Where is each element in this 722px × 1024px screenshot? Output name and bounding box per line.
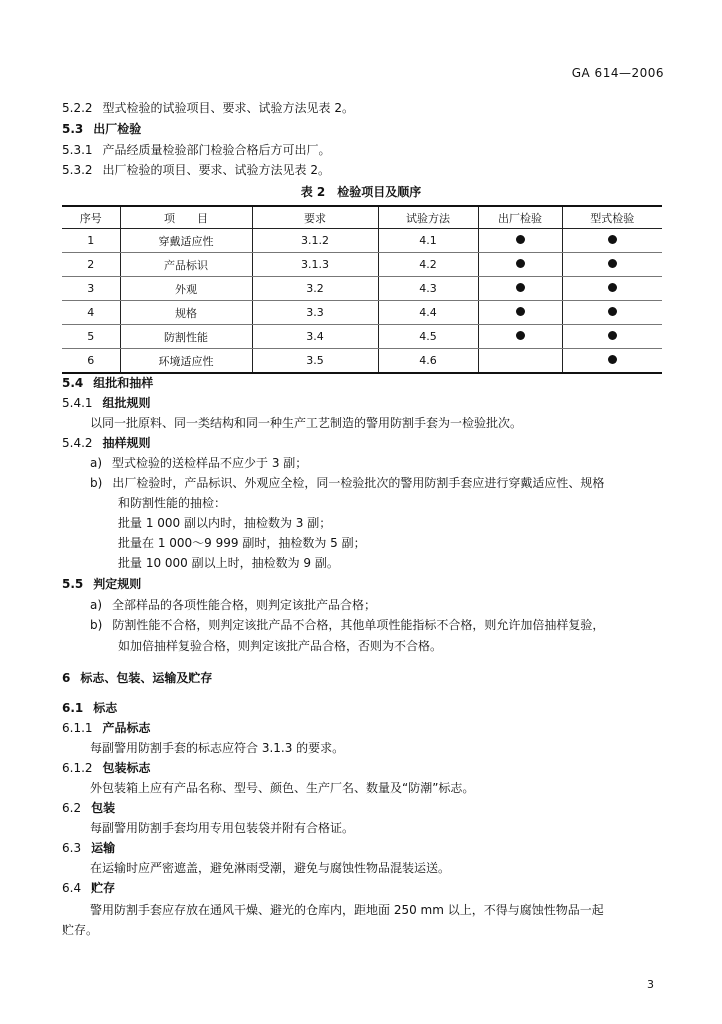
- clause-5-4-2: [62, 435, 151, 451]
- cell-factory-inspection: [478, 253, 562, 277]
- col-header-item: 项 目: [120, 206, 252, 229]
- clause-6-1: [62, 700, 117, 716]
- clause-6-1-2-body: 外包装箱上应有产品名称、型号、颜色、生产厂名、数量及“防潮”标志。: [90, 781, 475, 795]
- clause-6-3: [62, 840, 115, 856]
- clause-6-1-1: [62, 720, 151, 736]
- cell-no: 4: [62, 301, 120, 325]
- cell-factory-inspection: [478, 229, 562, 253]
- clause-title: 判定规则: [93, 577, 142, 591]
- list-item-a: [90, 455, 307, 471]
- filled-circle-icon: [608, 283, 617, 292]
- clause-title: 运输: [91, 841, 116, 855]
- clause-text: 产品经质量检验部门检验合格后方可出厂。: [102, 143, 331, 157]
- cell-requirement: 3.4: [252, 325, 378, 349]
- clause-text: 型式检验的试验项目、要求、试验方法见表 2。: [102, 101, 354, 115]
- cell-item: 外观: [120, 277, 252, 301]
- clause-5-4: [62, 375, 153, 391]
- list-label: b): [90, 476, 103, 490]
- table-row: [62, 229, 662, 253]
- clause-title: 包装: [91, 801, 116, 815]
- cell-item: 产品标识: [120, 253, 252, 277]
- cell-test-method: 4.4: [378, 301, 478, 325]
- col-header-no: 序号: [62, 206, 120, 229]
- table-body: [62, 229, 662, 374]
- clause-title: 产品标志: [102, 721, 151, 735]
- col-header-test-method: 试验方法: [378, 206, 478, 229]
- cell-type-inspection: [562, 277, 662, 301]
- clause-6-4-body: 警用防割手套应存放在通风干燥、避光的仓库内，距地面 250 mm 以上，不得与腐蚀性物品一起: [90, 903, 604, 917]
- list-text: 全部样品的各项性能合格，则判定该批产品合格；: [112, 598, 377, 612]
- sampling-rule-2: 批量在 1 000～9 999 副时，抽检数为 5 副；: [118, 536, 366, 550]
- list-label: b): [90, 618, 103, 632]
- cell-item: 规格: [120, 301, 252, 325]
- list-item-b-cont: 和防割性能的抽检：: [118, 496, 227, 510]
- section-number: 6: [62, 671, 71, 685]
- clause-5-2-2: [62, 100, 354, 116]
- clause-5-3-2: [62, 162, 330, 178]
- col-header-type-inspection: 型式检验: [562, 206, 662, 229]
- cell-test-method: 4.2: [378, 253, 478, 277]
- list-item-b-cont: 如加倍抽样复验合格，则判定该批产品合格，否则为不合格。: [118, 639, 443, 653]
- table-row: [62, 301, 662, 325]
- clause-number: 6.1.2: [62, 761, 93, 775]
- cell-factory-inspection: [478, 301, 562, 325]
- clause-number: 5.3.1: [62, 143, 93, 157]
- cell-no: 3: [62, 277, 120, 301]
- table-row: [62, 277, 662, 301]
- clause-5-4-1-body: 以同一批原料、同一类结构和同一种生产工艺制造的警用防割手套为一检验批次。: [90, 416, 523, 430]
- clause-title: 抽样规则: [102, 436, 151, 450]
- clause-text: 出厂检验的项目、要求、试验方法见表 2。: [102, 163, 330, 177]
- clause-number: 5.4: [62, 376, 84, 390]
- cell-test-method: 4.5: [378, 325, 478, 349]
- table-caption: 表 2 检验项目及顺序: [300, 185, 422, 199]
- filled-circle-icon: [608, 331, 617, 340]
- page-number: 3: [647, 978, 654, 991]
- list-text: 型式检验的送检样品不应少于 3 副；: [112, 456, 308, 470]
- filled-circle-icon: [516, 235, 525, 244]
- clause-number: 5.5: [62, 577, 84, 591]
- clause-5-3: [62, 121, 141, 137]
- clause-number: 6.4: [62, 881, 82, 895]
- table-row: [62, 349, 662, 374]
- list-label: a): [90, 598, 103, 612]
- filled-circle-icon: [608, 355, 617, 364]
- clause-title: 包装标志: [102, 761, 151, 775]
- cell-item: 穿戴适应性: [120, 229, 252, 253]
- filled-circle-icon: [516, 331, 525, 340]
- cell-item: 环境适应性: [120, 349, 252, 374]
- filled-circle-icon: [516, 259, 525, 268]
- clause-6-2: [62, 800, 115, 816]
- cell-factory-inspection: [478, 349, 562, 374]
- list-text: 出厂检验时，产品标识、外观应全检，同一检验批次的警用防割手套应进行穿戴适应性、规格: [112, 476, 605, 490]
- clause-title: 标志: [93, 701, 118, 715]
- table-row: [62, 253, 662, 277]
- cell-no: 1: [62, 229, 120, 253]
- section-6: [62, 670, 212, 686]
- cell-no: 6: [62, 349, 120, 374]
- filled-circle-icon: [608, 235, 617, 244]
- clause-number: 6.2: [62, 801, 82, 815]
- clause-number: 5.2.2: [62, 101, 93, 115]
- cell-type-inspection: [562, 253, 662, 277]
- cell-type-inspection: [562, 229, 662, 253]
- clause-6-3-body: 在运输时应严密遮盖，避免淋雨受潮，避免与腐蚀性物品混装运送。: [90, 861, 451, 875]
- clause-number: 6.1: [62, 701, 84, 715]
- standard-code: GA 614—2006: [571, 66, 664, 80]
- list-item-b: [90, 475, 604, 491]
- cell-type-inspection: [562, 325, 662, 349]
- clause-6-2-body: 每副警用防割手套均用专用包装袋并附有合格证。: [90, 821, 355, 835]
- clause-title: 组批和抽样: [93, 376, 154, 390]
- clause-6-4: [62, 880, 115, 896]
- cell-requirement: 3.1.2: [252, 229, 378, 253]
- clause-number: 5.4.2: [62, 436, 93, 450]
- filled-circle-icon: [516, 307, 525, 316]
- cell-requirement: 3.1.3: [252, 253, 378, 277]
- cell-no: 2: [62, 253, 120, 277]
- clause-5-4-1: [62, 395, 151, 411]
- cell-test-method: 4.1: [378, 229, 478, 253]
- list-item-b: [90, 617, 604, 633]
- clause-title: 组批规则: [102, 396, 151, 410]
- section-title: 标志、包装、运输及贮存: [80, 671, 213, 685]
- clause-number: 5.3.2: [62, 163, 93, 177]
- list-item-a: [90, 597, 376, 613]
- cell-factory-inspection: [478, 277, 562, 301]
- cell-factory-inspection: [478, 325, 562, 349]
- clause-number: 5.3: [62, 122, 84, 136]
- clause-6-1-2: [62, 760, 151, 776]
- cell-no: 5: [62, 325, 120, 349]
- clause-number: 6.3: [62, 841, 82, 855]
- clause-5-3-1: [62, 142, 331, 158]
- col-header-factory-inspection: 出厂检验: [478, 206, 562, 229]
- cell-type-inspection: [562, 349, 662, 374]
- clause-title: 贮存: [91, 881, 116, 895]
- cell-test-method: 4.3: [378, 277, 478, 301]
- table-row: [62, 325, 662, 349]
- cell-type-inspection: [562, 301, 662, 325]
- cell-requirement: 3.5: [252, 349, 378, 374]
- clause-number: 5.4.1: [62, 396, 93, 410]
- cell-item: 防割性能: [120, 325, 252, 349]
- cell-requirement: 3.3: [252, 301, 378, 325]
- clause-6-1-1-body: 每副警用防割手套的标志应符合 3.1.3 的要求。: [90, 741, 345, 755]
- filled-circle-icon: [608, 307, 617, 316]
- clause-5-5: [62, 576, 141, 592]
- list-label: a): [90, 456, 103, 470]
- filled-circle-icon: [516, 283, 525, 292]
- inspection-table: [62, 205, 662, 374]
- filled-circle-icon: [608, 259, 617, 268]
- cell-requirement: 3.2: [252, 277, 378, 301]
- clause-6-4-body-cont: 贮存。: [62, 923, 99, 937]
- sampling-rule-3: 批量 10 000 副以上时，抽检数为 9 副。: [118, 556, 339, 570]
- sampling-rule-1: 批量 1 000 副以内时，抽检数为 3 副；: [118, 516, 332, 530]
- table-header-row: [62, 206, 662, 229]
- clause-number: 6.1.1: [62, 721, 93, 735]
- list-text: 防割性能不合格，则判定该批产品不合格，其他单项性能指标不合格，则允许加倍抽样复验，: [112, 618, 605, 632]
- cell-test-method: 4.6: [378, 349, 478, 374]
- clause-title: 出厂检验: [93, 122, 142, 136]
- col-header-requirement: 要求: [252, 206, 378, 229]
